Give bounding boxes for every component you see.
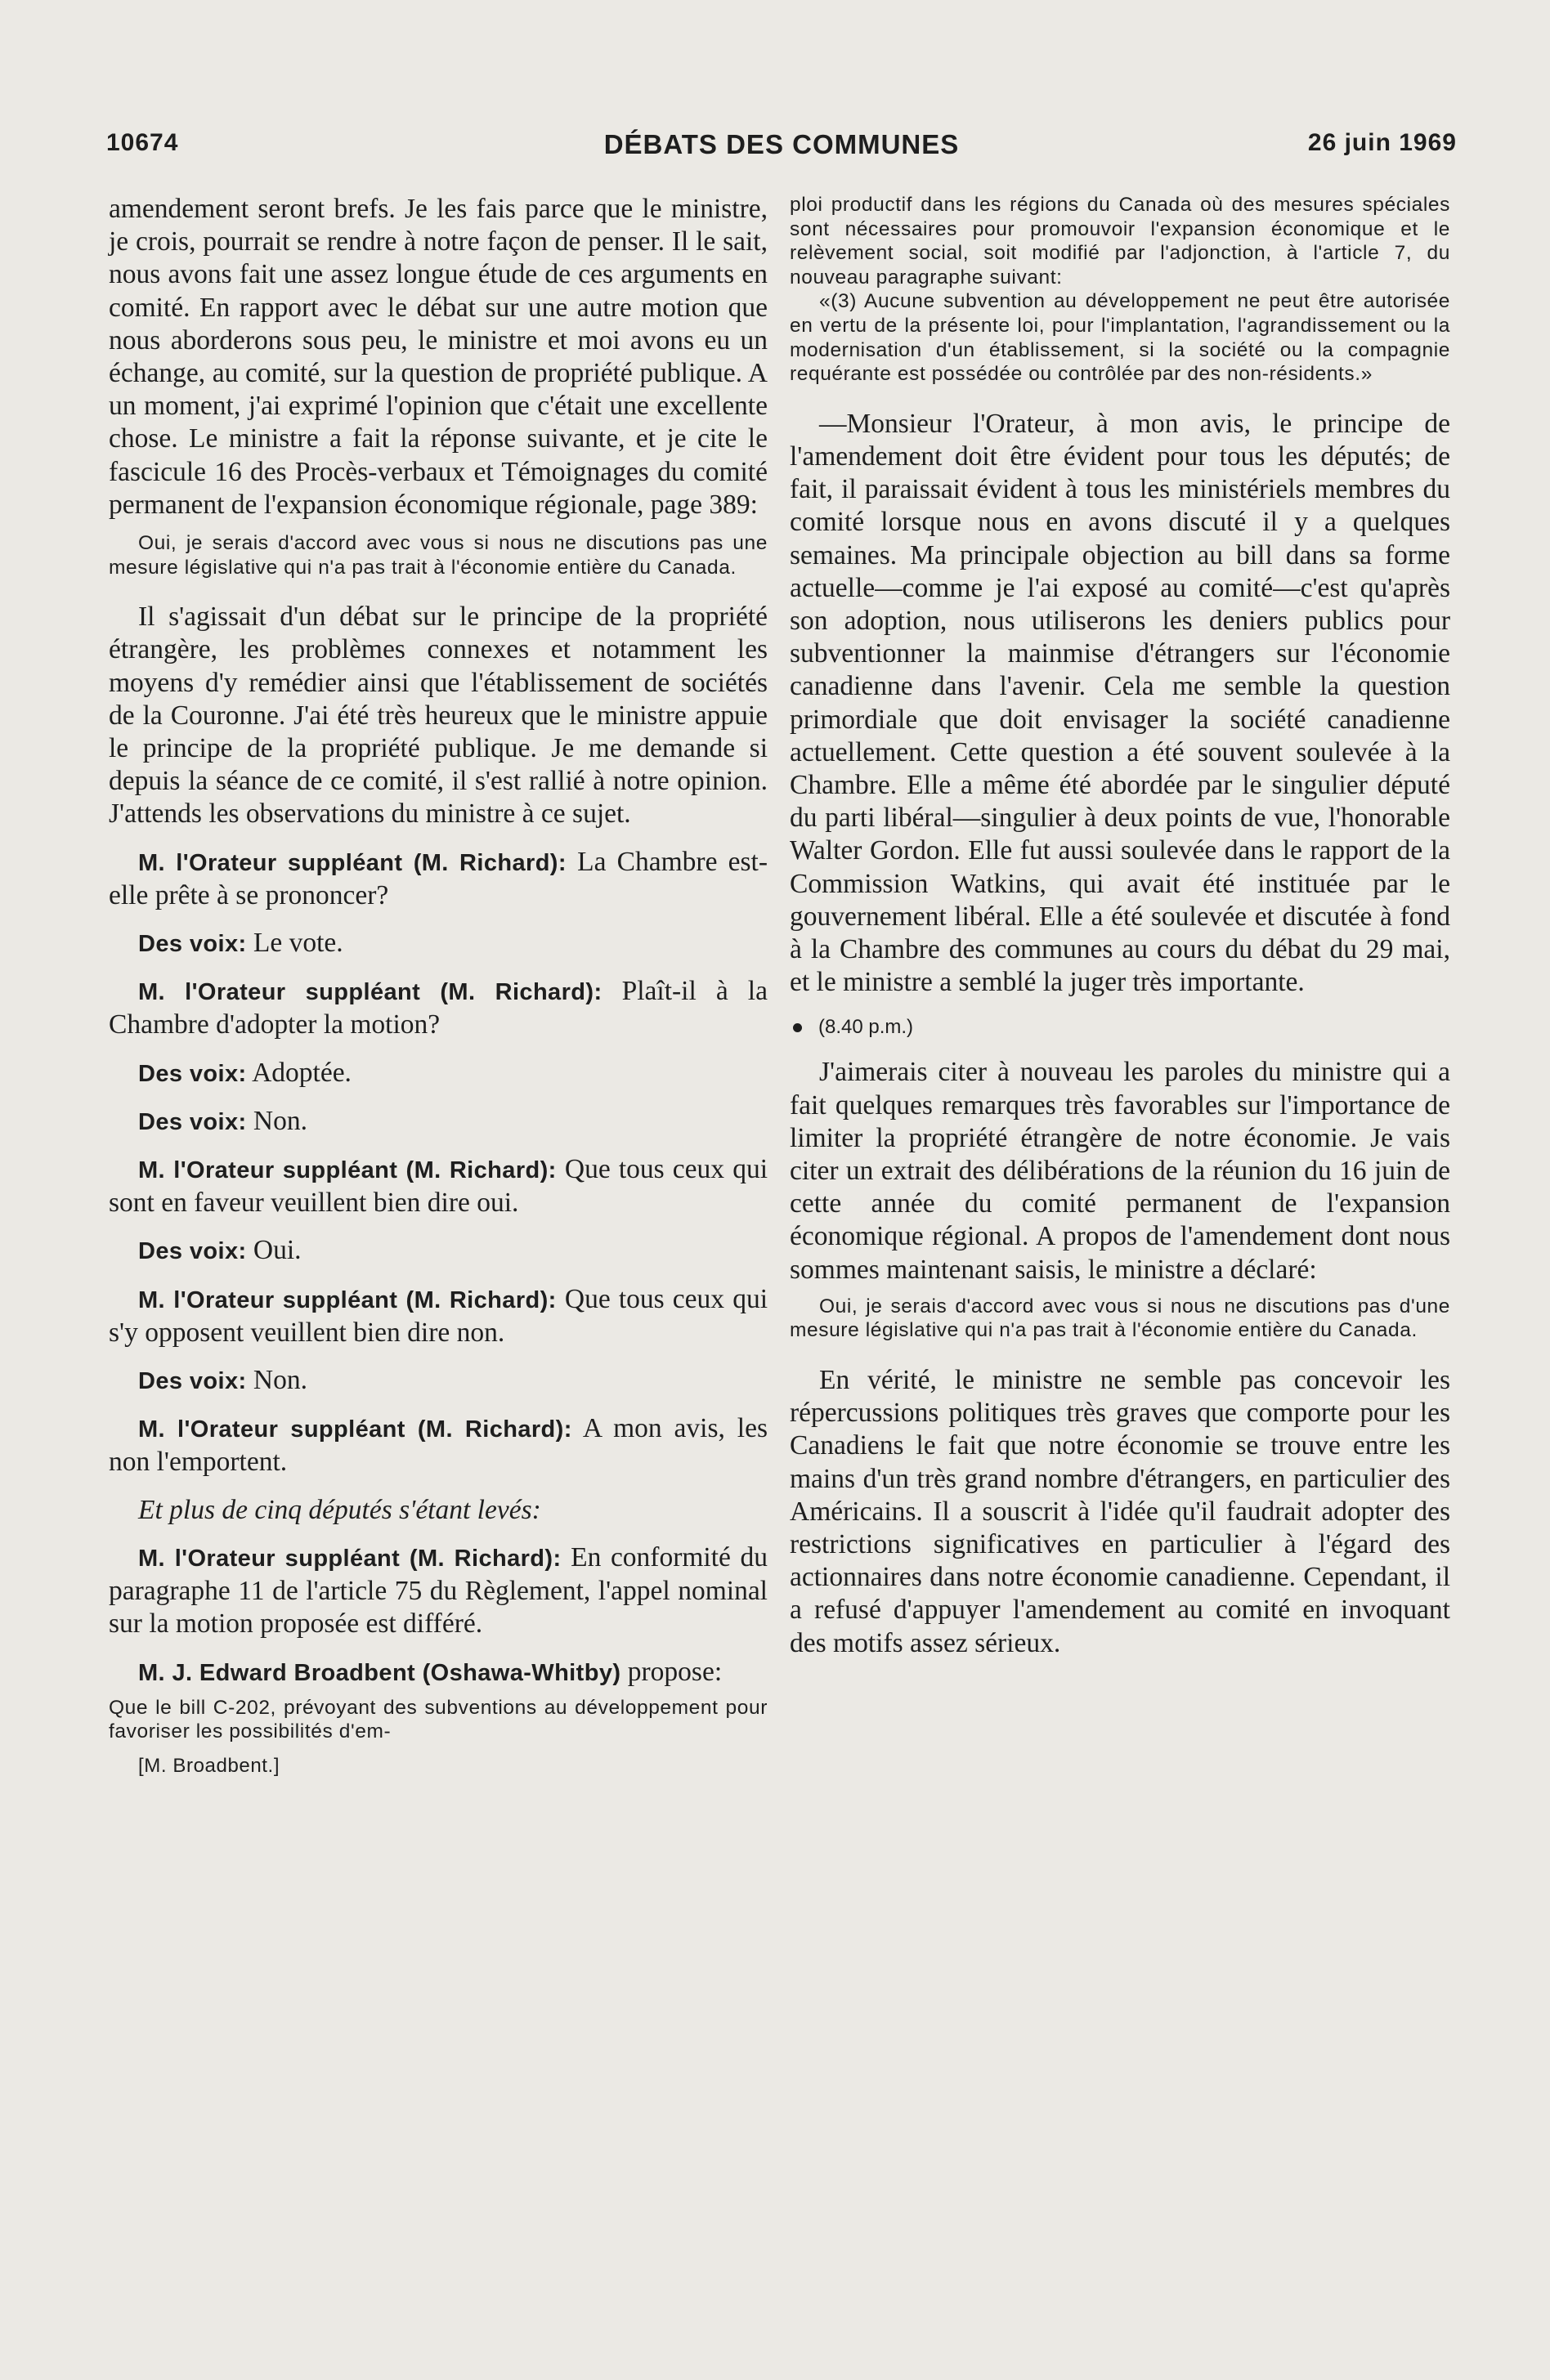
speech xyxy=(109,1057,768,1090)
speech-text: Non. xyxy=(246,1365,307,1396)
speaker-name: M. l'Orateur suppléant (M. Richard): xyxy=(138,849,567,876)
speaker-name: Des voix: xyxy=(138,1108,247,1135)
motion-quote-continued: ploi productif dans les régions du Canada où des mesures spéciales sont nécessaires pour promouvoir l'expansion économique et le relèvement social, soit modifié par l'adjonction, à l'article 7, du nouveau paragraphe suivant: xyxy=(790,194,1450,289)
motion-quote: Que le bill C-202, prévoyant des subventions au développement pour favoriser les possibilités d'em- xyxy=(109,1696,768,1743)
page-date: 26 juin 1969 xyxy=(1307,129,1457,156)
page-header xyxy=(106,129,1457,162)
paragraph: —Monsieur l'Orateur, à mon avis, le principe de l'amendement doit être évident pour tous les députés; de fait, il paraissait évident à tous les ministériels membres du comité lorsque nous en avons discuté il y a quelques semaines. Ma principale objection au bill dans sa forme actuelle—comme je l'ai exposé au comité—c'est qu'après son adoption, nous utiliserons les deniers publics pour subventionner la mainmise d'étrangers sur l'économie canadienne dans l'avenir. Cela me semble la question primordiale que doit envisager la société canadienne actuellement. Cette question a été souvent soulevée à la Chambre. Elle a même été abordée par le singulier député du parti libéral—singulier à deux points de vue, l'honorable Walter Gordon. Elle fut aussi soulevée dans le rapport de la Commission Watkins, qui avait été instituée par le gouvernement libéral. Elle a été soulevée et discutée à fond à la Chambre des communes au cours du débat du 29 mai, et le ministre a semblé la juger très importante. xyxy=(790,408,1450,998)
speech-text: Le vote. xyxy=(246,928,343,959)
speaker-name: M. l'Orateur suppléant (M. Richard): xyxy=(138,979,603,1006)
speech xyxy=(109,1412,768,1479)
speech-text: Plaît-il à la Chambre d'adopter la motion? xyxy=(109,976,768,1040)
speech-text: Oui. xyxy=(246,1235,302,1266)
speech xyxy=(109,1656,768,1689)
speech xyxy=(109,1105,768,1139)
speaker-name: Des voix: xyxy=(138,931,247,958)
speaker-name: Des voix: xyxy=(138,1368,247,1395)
paragraph: amendement seront brefs. Je les fais parce que le ministre, je crois, pourrait se rendre à notre façon de penser. Il le sait, nous avons fait une assez longue étude de ces arguments en comité. En rapport avec le débat sur une autre motion que nous aborderons sous peu, le ministre et moi avons eu un échange, au comité, sur la question de propriété publique. A un moment, j'ai exprimé l'opinion que c'était une excellente chose. Le ministre a fait la réponse suivante, et je cite le fascicule 16 des Procès-verbaux et Témoignages du comité permanent de l'expansion économique régionale, page 389: xyxy=(109,194,768,520)
paragraph: En vérité, le ministre ne semble pas concevoir les répercussions politiques très graves que comporte pour les Canadiens le fait que notre économie se trouve entre les mains d'un très grand nombre d'étrangers, en particulier des Américains. Il a souscrit à l'idée qu'il faudrait adopter des restrictions significatives en particulier à l'égard des actionnaires dans notre économie canadienne. Cependant, il a refusé d'appuyer l'amendement au comité en invoquant des motifs assez sérieux. xyxy=(790,1365,1450,1658)
speech-text: Que tous ceux qui sont en faveur veuillent bien dire oui. xyxy=(109,1154,768,1219)
speech-text: En conformité du paragraphe 11 de l'article 75 du Règlement, l'appel nominal sur la motion proposée est différé. xyxy=(109,1541,768,1640)
page-number: 10674 xyxy=(106,129,179,156)
paragraph: Il s'agissait d'un débat sur le principe de la propriété étrangère, les problèmes connexes et notamment les moyens d'y remédier ainsi que l'établissement de sociétés de la Couronne. J'ai été très heureux que le ministre appuie le principe de la propriété publique. Je me demande si depuis la séance de ce comité, il s'est rallié à notre opinion. J'attends les observations du ministre à ce sujet. xyxy=(109,602,768,830)
speech xyxy=(109,927,768,960)
speaker-name: M. J. Edward Broadbent (Oshawa-Whitby) xyxy=(138,1659,621,1686)
block-quote: Oui, je serais d'accord avec vous si nous ne discutions pas d'une mesure législative qui n'a pas trait à l'économie entière du Canada. xyxy=(790,1295,1450,1342)
speech-text: Que tous ceux qui s'y opposent veuillent bien dire non. xyxy=(109,1283,768,1348)
speaker-name: M. l'Orateur suppléant (M. Richard): xyxy=(138,1157,557,1184)
speaker-name: Des voix: xyxy=(138,1060,247,1087)
speech-text: A mon avis, les non l'emportent. xyxy=(109,1413,768,1478)
speaker-name: Des voix: xyxy=(138,1238,247,1265)
speech xyxy=(109,846,768,912)
time-text: (8.40 p.m.) xyxy=(818,1016,914,1039)
speech xyxy=(109,1364,768,1398)
block-quote: Oui, je serais d'accord avec vous si nous ne discutions pas une mesure législative qui n'a pas trait à l'économie entière du Canada. xyxy=(109,532,768,579)
speech-text: propose: xyxy=(620,1656,723,1687)
speech-text: Adoptée. xyxy=(246,1057,352,1088)
speaker-name: M. l'Orateur suppléant (M. Richard): xyxy=(138,1416,572,1443)
speech xyxy=(109,1234,768,1268)
speech xyxy=(109,1541,768,1641)
speech-text: La Chambre est-elle prête à se prononcer? xyxy=(109,846,768,910)
right-column xyxy=(790,193,1450,1660)
speech xyxy=(109,1283,768,1349)
speech-text: Non. xyxy=(246,1105,307,1136)
speaker-name: M. l'Orateur suppléant (M. Richard): xyxy=(138,1286,557,1313)
speaker-name: M. l'Orateur suppléant (M. Richard): xyxy=(138,1545,562,1572)
motion-subparagraph: «(3) Aucune subvention au développement ne peut être autorisée en vertu de la présente loi, pour l'implantation, l'agrandissement ou la modernisation d'un établissement, si la société ou la compagnie requérante est possédée ou contrôlée par des non-résidents.» xyxy=(790,290,1450,386)
page-title: DÉBATS DES COMMUNES xyxy=(603,129,960,159)
paragraph: J'aimerais citer à nouveau les paroles du ministre qui a fait quelques remarques très favorables sur l'importance de limiter la propriété étrangère de notre économie. Je vais citer un extrait des délibérations de la réunion du 16 juin de cette année du comité permanent de l'expansion économique régional. A propos de l'amendement dont nous sommes maintenant saisis, le ministre a déclaré: xyxy=(790,1057,1450,1285)
bullet-dot-icon xyxy=(793,1023,802,1032)
left-column xyxy=(109,193,768,1778)
time-stamp xyxy=(790,1015,1450,1040)
speaker-signature: [M. Broadbent.] xyxy=(138,1754,280,1777)
speech xyxy=(109,1153,768,1219)
stage-direction: Et plus de cinq députés s'étant levés: xyxy=(138,1494,541,1525)
speech xyxy=(109,975,768,1041)
